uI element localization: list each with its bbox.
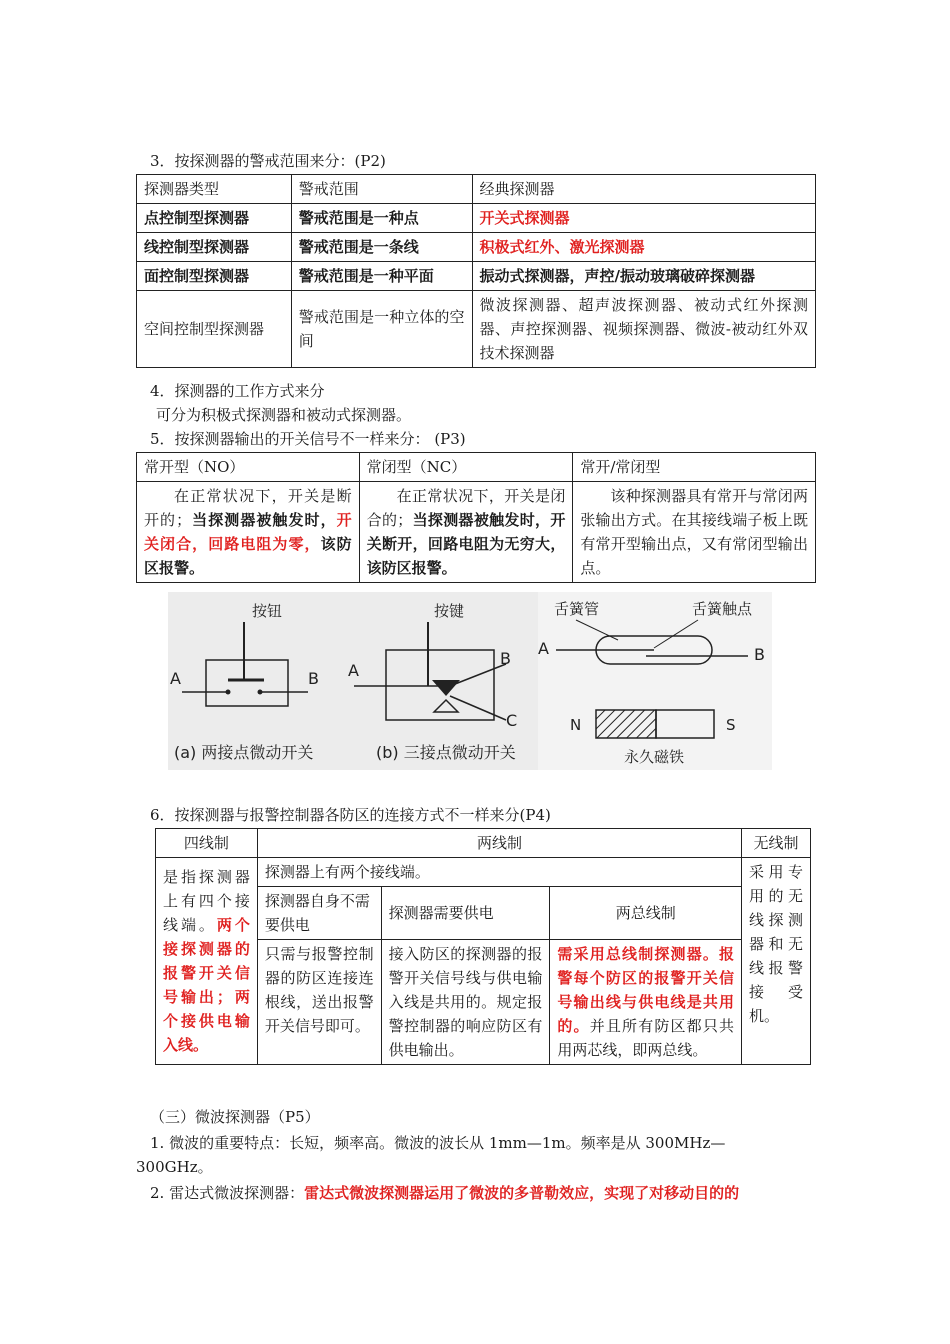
caption-a: (a) 两接点微动开关 [174,743,314,762]
table-row [137,233,816,262]
table-cell: 点控制型探测器 [137,204,292,233]
figure-right-panel [538,592,772,770]
bus-desc [550,940,742,1065]
header-cell: 常开/常闭型 [573,453,816,482]
no-power-desc: 只需与报警控制器的防区连接连根线，送出报警开关信号即可。 [257,940,381,1065]
key-label: 按键 [434,602,465,620]
reed-contact-label: 舌簧触点 [692,600,753,618]
section4-text: 可分为积极式探测器和被动式探测器。 [156,406,412,424]
header-cell: 探测器类型 [137,175,292,204]
table-cell: 面控制型探测器 [137,262,292,291]
microwave-p2 [150,1182,739,1204]
pin-b-label: B [308,669,319,688]
bus-desc-plain: 并且所有防区都只共用两芯线，即两总线。 [557,1017,735,1059]
wireless-desc: 采用专用的无线探测器和无线报警接 受机。 [742,858,811,1065]
no-text-plain: 在正常状况下，开关是断开的； [144,487,352,529]
table-row [156,858,811,887]
no-text-bold: 当探测器被触发时， [191,511,337,529]
contact-point [226,690,231,695]
contact-point [258,690,263,695]
table-header-row [137,453,816,482]
nc-text-plain: 在正常状况下，开关是闭合的； [366,487,566,529]
button-label: 按钮 [252,602,283,620]
table-header-row [137,175,816,204]
magnet-north-half [596,710,656,738]
microwave-p2-red: 雷达式微波探测器运用了微波的多普勒效应，实现了对移动目的的 [304,1184,740,1202]
table-cell: 开关式探测器 [472,204,815,233]
section3-heading: 3．按探测器的警戒范围来分：(P2) [150,152,386,170]
pin-a-label: A [348,661,359,680]
nc-text-bold: 当探测器被触发时，开关断开，回路电阻为无穷大，该防区报警。 [366,511,566,577]
table-cell: 积极式红外、激光探测器 [472,233,815,262]
detection-range-table [136,174,816,368]
table-cell: 微波探测器、超声波探测器、被动式红外探测器、声控探测器、视频探测器、微波-被动红外双技术探测器 [472,291,815,368]
section6-heading: 6．按探测器与报警控制器各防区的连接方式不一样来分(P4) [150,806,551,824]
header-cell: 经典探测器 [472,175,815,204]
microwave-p1-line1: 1. 微波的重要特点：长短，频率高。微波的波长从 1mm—1m。频率是从 300MHz— [150,1134,726,1152]
reed-tube-label: 舌簧管 [554,600,600,618]
table-row [137,204,816,233]
pin-c-label: C [506,711,518,730]
four-wire-desc [156,858,258,1065]
south-pole-label: S [726,716,736,734]
switch-type-table [136,452,816,583]
table-row [137,482,816,583]
normally-closed-desc [359,482,573,583]
pin-b-label: B [754,645,765,664]
section5-heading: 5．按探测器输出的开关信号不一样来分： (P3) [150,430,466,448]
microswitch-reed-figure [168,592,772,770]
pin-a-label: A [538,639,549,658]
pin-b-label: B [500,649,511,668]
sub-header-power: 探测器需要供电 [381,887,550,940]
table-cell: 警戒范围是一种点 [291,204,472,233]
table-cell: 警戒范围是一种立体的空间 [291,291,472,368]
header-cell: 警戒范围 [291,175,472,204]
table-cell: 线控制型探测器 [137,233,292,262]
table-row [137,262,816,291]
table-cell: 空间控制型探测器 [137,291,292,368]
no-text-red: 开关闭合，回路电阻为零， [144,511,352,553]
magnet-label: 永久磁铁 [624,748,685,766]
sub-header-bus: 两总线制 [550,887,742,940]
microwave-heading: （三）微波探测器（P5） [150,1108,320,1126]
table-cell: 警戒范围是一条线 [291,233,472,262]
table-cell: 振动式探测器，声控/振动玻璃破碎探测器 [472,262,815,291]
north-pole-label: N [570,716,582,734]
pin-a-label: A [170,669,181,688]
wiring-method-table [155,828,811,1065]
header-cell: 常开型（NO） [137,453,360,482]
table-row [137,291,816,368]
no-text-bold-2: 该防区报警。 [144,535,352,577]
header-four-wire: 四线制 [156,829,258,858]
sub-header-no-power: 探测器自身不需要供电 [257,887,381,940]
microwave-p1-line2: 300GHz。 [136,1158,213,1176]
bus-desc-red: 需采用总线制探测器。报警每个防区的报警开关信号输出线与供电线是共用的。 [557,945,735,1035]
header-wireless: 无线制 [742,829,811,858]
header-cell: 常闭型（NC） [359,453,573,482]
microwave-p2-lead: 2. 雷达式微波探测器： [150,1184,305,1202]
normally-open-desc [137,482,360,583]
table-cell: 警戒范围是一种平面 [291,262,472,291]
section4-heading: 4．探测器的工作方式来分 [150,382,325,400]
table-header-row [156,829,811,858]
caption-b: (b) 三接点微动开关 [376,743,516,762]
power-desc: 接入防区的探测器的报警开关信号线与供电输入线是共用的。规定报警控制器的响应防区有供电输出。 [381,940,550,1065]
no-nc-desc: 该种探测器具有常开与常闭两张输出方式。在其接线端子板上既有常开型输出点，又有常闭型输出点。 [573,482,816,583]
four-wire-text: 是指探测器上有四个接线端。 [163,868,250,934]
four-wire-text-red: 两个接探测器的报警开关信号输出；两个接供电输入线。 [163,916,250,1054]
header-two-wire: 两线制 [257,829,741,858]
two-wire-common: 探测器上有两个接线端。 [257,858,741,887]
